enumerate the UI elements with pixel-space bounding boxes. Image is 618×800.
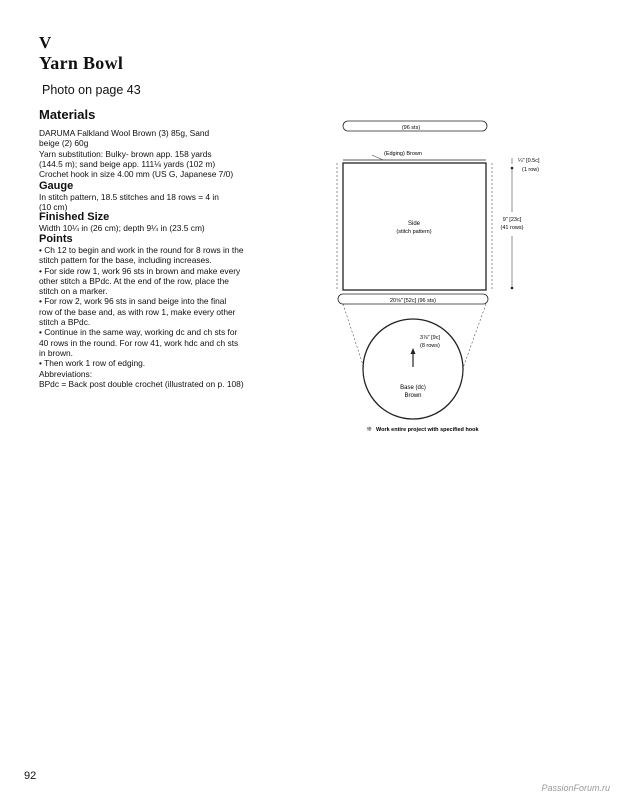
points-line: stitch pattern for the base, including increases. bbox=[39, 255, 212, 266]
side-subtitle: (stitch pattern) bbox=[396, 229, 432, 235]
height-rows-label: (41 rows) bbox=[500, 225, 524, 231]
gauge-heading: Gauge bbox=[39, 180, 74, 192]
finished-size-line: Width 10¼ in (26 cm); depth 9¼ in (23.5 cm) bbox=[39, 223, 205, 233]
edging-label: (Edging) Brown bbox=[384, 151, 422, 157]
base-radius-arrow bbox=[411, 348, 416, 354]
materials-line: Yarn substitution: Bulky- brown app. 158 yards bbox=[39, 148, 212, 159]
points-line: stitch on a marker. bbox=[39, 286, 108, 297]
finished-size-heading: Finished Size bbox=[39, 211, 110, 223]
projection-right bbox=[463, 304, 486, 368]
page-number: 92 bbox=[24, 770, 37, 782]
points-line: 40 rows in the round. For row 41, work hdc and ch sts bbox=[39, 337, 239, 348]
projection-left bbox=[343, 304, 364, 368]
height-dim-dot-bottom bbox=[511, 287, 514, 290]
points-line: Abbreviations: bbox=[39, 368, 93, 379]
points-line: in brown. bbox=[39, 347, 73, 358]
points-line: row of the base and, as with row 1, make every other bbox=[39, 306, 236, 317]
edge-dim-label: ¼" [0.5c] bbox=[518, 158, 540, 164]
points-line: • Continue in the same way, working dc and ch sts for bbox=[39, 327, 238, 338]
points-line: • Ch 12 to begin and work in the round for 8 rows in the bbox=[39, 245, 244, 255]
points-heading: Points bbox=[39, 233, 73, 245]
hook-note: Work entire project with specified hook bbox=[376, 427, 479, 433]
height-dim-dot-top bbox=[511, 167, 514, 170]
top-sts-label: (96 sts) bbox=[401, 125, 421, 131]
materials-line: DARUMA Falkland Wool Brown (3) 85g, Sand bbox=[39, 128, 210, 138]
materials-line: beige (2) 60g bbox=[39, 138, 89, 149]
pattern-letter: V bbox=[39, 33, 52, 52]
base-dim-label: 3⅞" [9c] bbox=[420, 335, 440, 341]
photo-reference: Photo on page 43 bbox=[42, 83, 141, 97]
points-line: stitch a BPdc. bbox=[39, 317, 91, 328]
edge-rows-label: (1 row) bbox=[522, 167, 540, 173]
asterisk-icon: ❊ bbox=[366, 427, 372, 433]
points-line: • Then work 1 row of edging. bbox=[39, 358, 146, 369]
side-title: Side bbox=[407, 221, 421, 227]
materials-heading: Materials bbox=[39, 107, 96, 122]
bottom-dim-label: 20⅝" [52c] (96 sts) bbox=[390, 298, 436, 304]
watermark: PassionForum.ru bbox=[541, 783, 610, 793]
height-dim-label: 9" [23c] bbox=[502, 217, 522, 223]
points-line: BPdc = Back post double crochet (illustrated on p. 108) bbox=[39, 378, 244, 389]
points-line: • For row 2, work 96 sts in sand beige into the final bbox=[39, 296, 227, 307]
base-title: Base (dc) bbox=[400, 385, 426, 391]
edging-leader bbox=[372, 155, 383, 160]
points-line: other stitch a BPdc. At the end of the row, place the bbox=[39, 275, 229, 286]
base-rows-label: (8 rows) bbox=[420, 343, 440, 349]
materials-line: Crochet hook in size 4.00 mm (US G, Japanese 7/0) bbox=[39, 169, 234, 180]
materials-line: (144.5 m); sand beige app. 111⅛ yards (102 m) bbox=[39, 158, 216, 169]
gauge-line: (10 cm) bbox=[39, 202, 68, 213]
gauge-line: In stitch pattern, 18.5 stitches and 18 rows = 4 in bbox=[39, 192, 219, 202]
base-circle bbox=[363, 319, 463, 419]
pattern-title: Yarn Bowl bbox=[39, 53, 124, 73]
points-line: • For side row 1, work 96 sts in brown and make every bbox=[39, 265, 241, 276]
base-color-label: Brown bbox=[404, 393, 422, 399]
